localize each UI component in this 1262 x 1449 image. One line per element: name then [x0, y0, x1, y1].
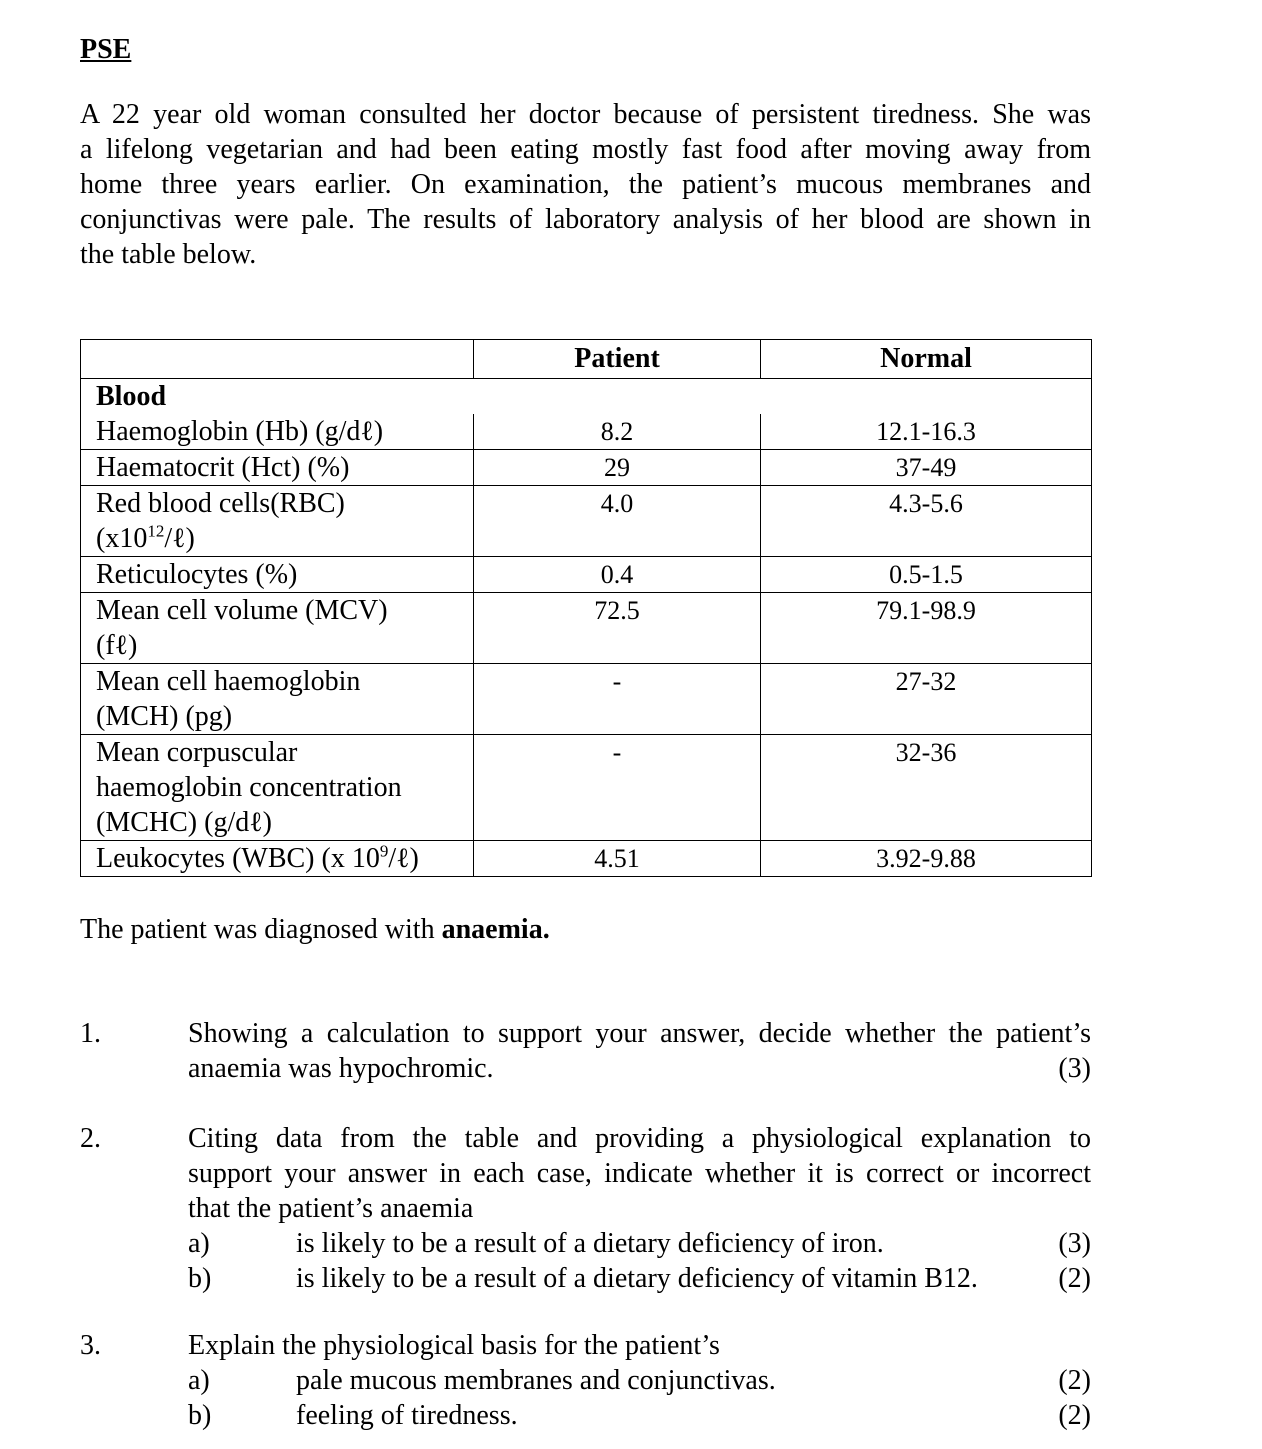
page-title: PSE: [80, 34, 132, 65]
sub-letter: b): [188, 1400, 212, 1431]
row-label: Reticulocytes (%): [81, 557, 474, 593]
question-line: Citing data from the table and providing a physiological explanation to: [188, 1123, 1091, 1154]
sub-question: [188, 1363, 1091, 1398]
row-label-line: (fℓ): [96, 630, 138, 661]
diagnosis-term: anaemia.: [441, 914, 550, 945]
row-label: Haemoglobin (Hb) (g/dℓ): [81, 414, 474, 450]
row-label-line: Mean cell haemoglobin: [96, 666, 361, 697]
patient-value: 0.4: [474, 557, 761, 593]
intro-line: conjunctivas were pale. The results of laboratory analysis of her blood are shown in: [80, 204, 1091, 235]
row-label: Haematocrit (Hct) (%): [81, 450, 474, 486]
question-number: 3.: [80, 1330, 101, 1361]
row-label-line: Red blood cells(RBC): [96, 488, 345, 519]
sub-question: [188, 1226, 1091, 1261]
marks-label: (2): [1058, 1263, 1091, 1294]
blood-results-table: [80, 339, 1092, 877]
sub-question: [188, 1261, 1091, 1296]
question-line: that the patient’s anaemia: [188, 1193, 474, 1224]
table-row: [81, 557, 1092, 593]
label-suffix: /ℓ): [388, 843, 419, 874]
intro-paragraph: [80, 97, 1091, 272]
question-2: [188, 1121, 1091, 1296]
intro-line: a lifelong vegetarian and had been eating mostly fast food after moving away from: [80, 134, 1091, 165]
question-line: support your answer in each case, indicate whether it is correct or incorrect: [188, 1158, 1091, 1189]
question-1: [188, 1016, 1091, 1086]
label-prefix: Leukocytes (WBC) (x 10: [96, 843, 380, 874]
question-line-row: [188, 1051, 1091, 1086]
patient-value: -: [474, 735, 761, 841]
sub-letter: a): [188, 1365, 210, 1396]
marks-label: (2): [1058, 1365, 1091, 1396]
header-normal: Normal: [761, 340, 1092, 379]
patient-value: -: [474, 664, 761, 735]
section-label: Blood: [81, 379, 1092, 415]
sub-letter: a): [188, 1228, 210, 1259]
normal-range: 27-32: [761, 664, 1092, 735]
sub-letter: b): [188, 1263, 212, 1294]
normal-range: 3.92-9.88: [761, 841, 1092, 877]
patient-value: 72.5: [474, 593, 761, 664]
question-line: Explain the physiological basis for the patient’s: [188, 1330, 720, 1361]
sub-text: is likely to be a result of a dietary deficiency of iron.: [296, 1228, 884, 1259]
question-number: 1.: [80, 1018, 101, 1049]
row-label-line: [96, 521, 473, 556]
row-label-line: Mean cell volume (MCV): [96, 595, 388, 626]
marks-label: (3): [1058, 1228, 1091, 1259]
normal-range: 37-49: [761, 450, 1092, 486]
question-line: anaemia was hypochromic.: [188, 1053, 494, 1084]
question-number: 2.: [80, 1123, 101, 1154]
sub-text: pale mucous membranes and conjunctivas.: [296, 1365, 776, 1396]
table-row: [81, 664, 1092, 735]
unit-suffix: /ℓ): [164, 523, 195, 554]
table-header-row: [81, 340, 1092, 379]
row-label: [81, 841, 474, 877]
question-line: Showing a calculation to support your answer, decide whether the patient’s: [188, 1018, 1091, 1049]
normal-range: 79.1-98.9: [761, 593, 1092, 664]
header-patient: Patient: [474, 340, 761, 379]
row-label: [81, 593, 474, 664]
normal-range: 12.1-16.3: [761, 414, 1092, 450]
table-row: [81, 450, 1092, 486]
unit-exponent: 12: [147, 521, 165, 541]
row-label: [81, 735, 474, 841]
row-label-line: (MCH) (pg): [96, 701, 233, 732]
unit-prefix: (x10: [96, 523, 148, 554]
intro-line: home three years earlier. On examination, the patient’s mucous membranes and: [80, 169, 1091, 200]
marks-label: (2): [1058, 1400, 1091, 1431]
table-row: [81, 841, 1092, 877]
patient-value: 29: [474, 450, 761, 486]
intro-line: A 22 year old woman consulted her doctor because of persistent tiredness. She was: [80, 99, 1091, 130]
table-row: [81, 593, 1092, 664]
sub-text: is likely to be a result of a dietary deficiency of vitamin B12.: [296, 1263, 978, 1294]
table-row: [81, 414, 1092, 450]
diagnosis-statement: [80, 912, 550, 947]
marks-label: (3): [1058, 1053, 1091, 1084]
patient-value: 4.51: [474, 841, 761, 877]
row-label: [81, 486, 474, 557]
patient-value: 4.0: [474, 486, 761, 557]
unit-exponent: 9: [379, 841, 389, 861]
table-section-row: [81, 379, 1092, 415]
row-label-line: haemoglobin concentration: [96, 772, 402, 803]
row-label-line: Mean corpuscular: [96, 737, 298, 768]
row-label-line: (MCHC) (g/dℓ): [96, 807, 272, 838]
sub-question: [188, 1398, 1091, 1433]
header-label: [81, 340, 474, 379]
row-label: [81, 664, 474, 735]
sub-text: feeling of tiredness.: [296, 1400, 518, 1431]
normal-range: 4.3-5.6: [761, 486, 1092, 557]
table-row: [81, 735, 1092, 841]
table-row: [81, 486, 1092, 557]
normal-range: 32-36: [761, 735, 1092, 841]
patient-value: 8.2: [474, 414, 761, 450]
diagnosis-text: The patient was diagnosed with: [80, 914, 442, 945]
question-3: [188, 1328, 1091, 1433]
normal-range: 0.5-1.5: [761, 557, 1092, 593]
intro-line: the table below.: [80, 239, 257, 270]
